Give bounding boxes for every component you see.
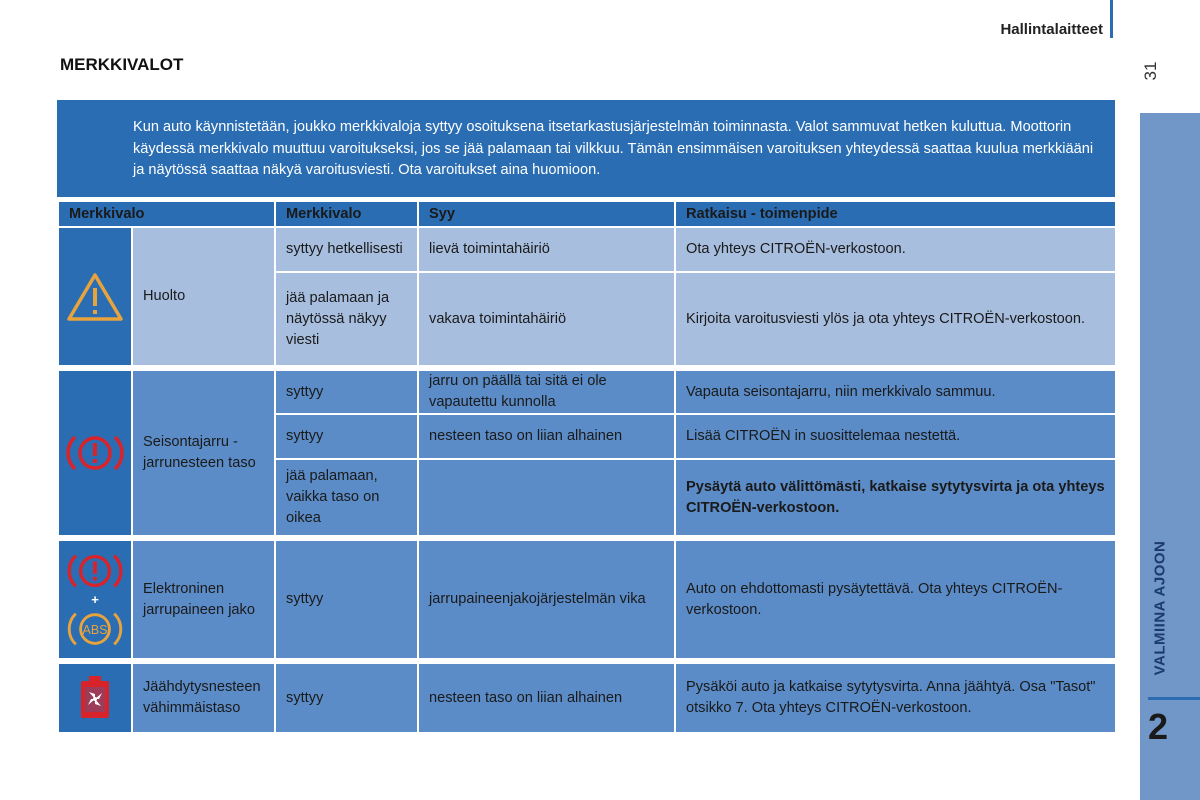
chapter-title: VALMIINA AJOON (1151, 540, 1169, 676)
state-cell: syttyy (275, 663, 418, 733)
table-row (58, 370, 1116, 414)
cause-cell: nesteen taso on liian alhainen (418, 663, 675, 733)
col-header-action: Ratkaisu - toimenpide (675, 201, 1116, 227)
light-name: Huolto (132, 227, 275, 367)
chapter-number: 2 (1148, 706, 1169, 747)
icon-cell (58, 540, 132, 660)
cause-cell: vakava toimintahäiriö (418, 272, 675, 367)
action-cell: Pysäköi auto ja katkaise sytytysvirta. Anna jäähtyä. Osa "Tasot" otsikko 7. Ota yhteys CITROËN-verkostoon. (675, 663, 1116, 733)
light-name: Seisontajarru - jarrunesteen taso (132, 370, 275, 537)
icon-cell (58, 370, 132, 537)
cause-cell: lievä toimintahäiriö (418, 227, 675, 272)
header-rule (1110, 0, 1113, 38)
abs-icon (65, 606, 125, 652)
light-name: Elektroninen jarrupaineen jako (132, 540, 275, 660)
brake-warning-icon (65, 548, 125, 594)
intro-box (57, 100, 1115, 197)
table-row (58, 663, 1116, 733)
cause-cell (418, 459, 675, 537)
light-name: Jäähdytysnesteen vähimmäistaso (132, 663, 275, 733)
action-cell: Ota yhteys CITROËN-verkostoon. (675, 227, 1116, 272)
cause-cell: nesteen taso on liian alhainen (418, 414, 675, 459)
table-row (58, 227, 1116, 272)
chapter-rule (1148, 697, 1200, 700)
coolant-level-icon (75, 674, 115, 722)
cause-cell: jarrupaineenjakojärjestelmän vika (418, 540, 675, 660)
section-title: MERKKIVALOT (60, 55, 184, 74)
action-cell: Pysäytä auto välittömästi, katkaise sytytysvirta ja ota yhteys CITROËN-verkostoon. (675, 459, 1116, 537)
action-cell: Vapauta seisontajarru, niin merkkivalo sammuu. (675, 370, 1116, 414)
icon-cell (58, 663, 132, 733)
state-cell: syttyy (275, 540, 418, 660)
warning-triangle-icon (66, 271, 124, 323)
col-header-cause: Syy (418, 201, 675, 227)
page-number: 31 (1141, 61, 1160, 81)
cause-cell: jarru on päällä tai sitä ei ole vapautettu kunnolla (418, 370, 675, 414)
state-cell: jää palamaan, vaikka taso on oikea (275, 459, 418, 537)
col-header-light: Merkkivalo (58, 201, 275, 227)
col-header-state: Merkkivalo (275, 201, 418, 227)
action-cell: Auto on ehdottomasti pysäytettävä. Ota yhteys CITROËN-verkostoon. (675, 540, 1116, 660)
icon-plus: + (91, 591, 99, 607)
chapter-title-vertical (1140, 530, 1180, 686)
brake-warning-icon (65, 429, 125, 477)
action-cell: Lisää CITROËN in suosittelemaa nestettä. (675, 414, 1116, 459)
table-row (58, 540, 1116, 660)
action-cell: Kirjoita varoitusviesti ylös ja ota yhteys CITROËN-verkostoon. (675, 272, 1116, 367)
svg-text:ABS: ABS (82, 622, 108, 637)
state-cell: syttyy (275, 370, 418, 414)
state-cell: syttyy hetkellisesti (275, 227, 418, 272)
running-header: Hallintalaitteet (1000, 21, 1103, 38)
warning-lights-table (57, 200, 1117, 734)
icon-cell (58, 227, 132, 367)
table-header-row (58, 201, 1116, 227)
intro-text: Kun auto käynnistetään, joukko merkkivaloja syttyy osoituksena itsetarkastusjärjestelmän toiminnasta. Valot sammuvat hetken kuluttua. Moottorin käydessä merkkivalo muuttuu varoitukseksi, jos se jää palamaan tai vilkkuu. Tämän ensimmäisen varoituksen yhteydessä saattaa kuulua merkkiääni ja näytössä saattaa näkyä varoitusviesti. Ota varoitukset aina huomioon. (133, 119, 1094, 178)
state-cell: jää palamaan ja näytössä näkyy viesti (275, 272, 418, 367)
state-cell: syttyy (275, 414, 418, 459)
